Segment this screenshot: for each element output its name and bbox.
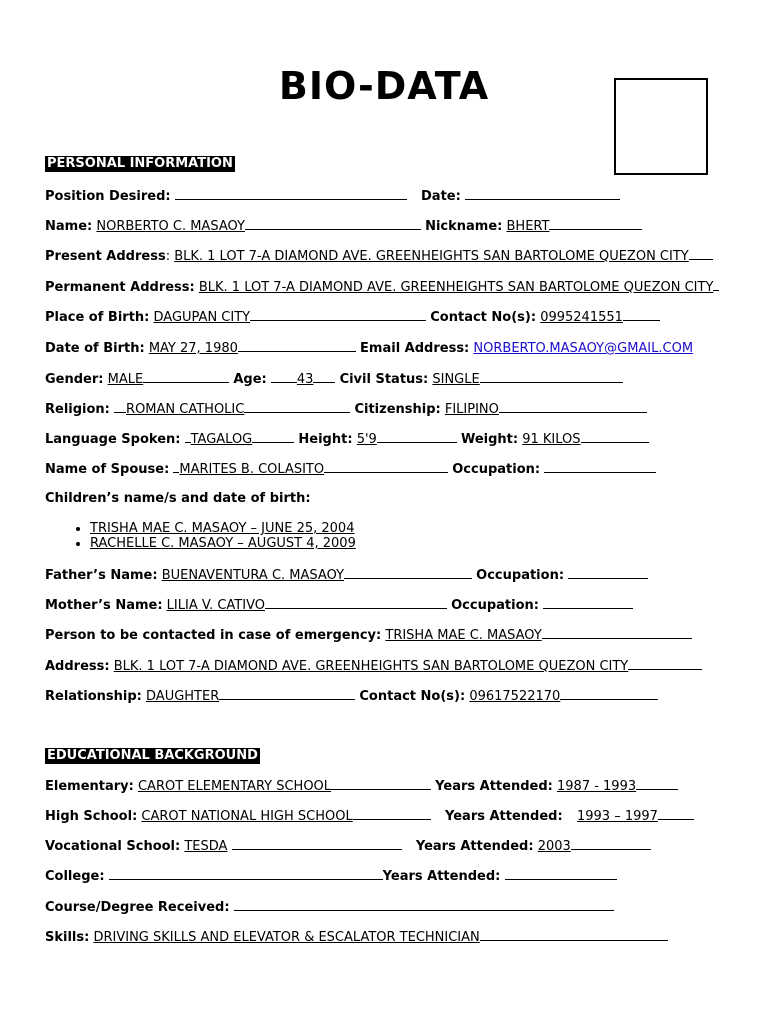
relationship-label: Relationship: xyxy=(45,689,142,704)
row-permanent-address xyxy=(45,278,719,297)
list-item: • TRISHA MAE C. MASAOY – JUNE 25, 2004 xyxy=(90,521,356,536)
emergency-label: Person to be contacted in case of emergency: xyxy=(45,628,382,643)
personal-info-heading: PERSONAL INFORMATION xyxy=(47,156,233,171)
row-skills xyxy=(45,928,668,947)
row-name xyxy=(45,217,642,236)
elementary-years-label: Years Attended: xyxy=(435,779,553,794)
row-children-label xyxy=(45,490,311,508)
mother-label: Mother’s Name: xyxy=(45,598,163,613)
row-emergency xyxy=(45,626,692,645)
row-college xyxy=(45,867,617,886)
row-position xyxy=(45,187,620,206)
nickname-label: Nickname: xyxy=(425,219,503,234)
vocational-value: TESDA xyxy=(184,839,228,854)
vocational-label: Vocational School: xyxy=(45,839,181,854)
nickname-value: BHERT xyxy=(506,219,550,234)
position-label: Position Desired: xyxy=(45,189,171,204)
row-elementary xyxy=(45,777,678,796)
religion-label: Religion: xyxy=(45,402,110,417)
gender-label: Gender: xyxy=(45,372,104,387)
dob-value: MAY 27, 1980 xyxy=(148,341,238,356)
name-label: Name: xyxy=(45,219,93,234)
row-course xyxy=(45,898,614,917)
emergency-contact-value: 09617522170 xyxy=(469,689,561,704)
citizenship-value: FILIPINO xyxy=(444,402,499,417)
highschool-label: High School: xyxy=(45,809,138,824)
weight-label: Weight: xyxy=(460,432,519,447)
height-label: Height: xyxy=(298,432,353,447)
row-dob xyxy=(45,339,693,358)
contact-value: 0995241551 xyxy=(540,310,623,325)
skills-label: Skills: xyxy=(45,930,90,945)
email-link[interactable]: NORBERTO.MASAOY@GMAIL.COM xyxy=(473,341,694,356)
weight-value: 91 KILOS xyxy=(522,432,581,447)
vocational-years-value: 2003 xyxy=(537,839,571,854)
civil-status-value: SINGLE xyxy=(432,372,480,387)
children-label: Children’s name/s and date of birth: xyxy=(45,491,311,506)
contact-label: Contact No(s): xyxy=(430,310,537,325)
relationship-value: DAUGHTER xyxy=(146,689,220,704)
emergency-value: TRISHA MAE C. MASAOY xyxy=(385,628,542,643)
row-present-address: Present Address: BLK. 1 LOT 7-A DIAMOND AVE. GREENHEIGHTS SAN BARTOLOME QUEZON CITY xyxy=(45,247,713,266)
age-value: 43 xyxy=(296,372,314,387)
spouse-value: MARITES B. COLASITO xyxy=(179,462,325,477)
present-address-value: BLK. 1 LOT 7-A DIAMOND AVE. GREENHEIGHTS SAN BARTOLOME QUEZON CITY xyxy=(174,249,689,264)
elementary-label: Elementary: xyxy=(45,779,134,794)
position-blank xyxy=(175,187,407,200)
row-relationship xyxy=(45,687,658,706)
religion-value: ROMAN CATHOLIC xyxy=(126,402,245,417)
skills-value: DRIVING SKILLS AND ELEVATOR & ESCALATOR TECHNICIAN xyxy=(93,930,480,945)
birthplace-label: Place of Birth: xyxy=(45,310,150,325)
row-father xyxy=(45,566,648,585)
emergency-contact-label: Contact No(s): xyxy=(359,689,466,704)
vocational-years-label: Years Attended: xyxy=(415,839,534,854)
email-label: Email Address: xyxy=(360,341,470,356)
highschool-years-value: 1993 – 1997 xyxy=(576,809,658,824)
row-emergency-address xyxy=(45,657,702,676)
name-value: NORBERTO C. MASAOY xyxy=(96,219,245,234)
civil-status-label: Civil Status: xyxy=(339,372,429,387)
father-occupation-label: Occupation: xyxy=(476,568,565,583)
mother-occupation-label: Occupation: xyxy=(451,598,539,613)
row-birthplace xyxy=(45,308,660,327)
present-address-label: Present Address xyxy=(45,249,166,264)
permanent-address-label: Permanent Address: xyxy=(45,280,195,295)
height-value: 5'9 xyxy=(356,432,377,447)
date-label: Date: xyxy=(421,189,461,204)
page-title: BIO-DATA xyxy=(278,64,490,108)
row-religion xyxy=(45,400,647,419)
photo-box xyxy=(614,78,708,175)
language-label: Language Spoken: xyxy=(45,432,181,447)
date-blank xyxy=(465,187,620,200)
row-spouse xyxy=(45,460,656,479)
spouse-label: Name of Spouse: xyxy=(45,462,170,477)
course-label: Course/Degree Received: xyxy=(45,900,230,915)
gender-value: MALE xyxy=(107,372,144,387)
list-item: • RACHELLE C. MASAOY – AUGUST 4, 2009 xyxy=(90,536,356,551)
children-list xyxy=(45,521,356,551)
highschool-years-label: Years Attended: xyxy=(445,809,563,824)
row-language xyxy=(45,430,649,449)
elementary-value: CAROT ELEMENTARY SCHOOL xyxy=(137,779,332,794)
row-highschool xyxy=(45,807,694,826)
row-gender xyxy=(45,370,623,389)
emergency-address-label: Address: xyxy=(45,659,110,674)
college-years-label: Years Attended: xyxy=(382,869,501,884)
permanent-address-value: BLK. 1 LOT 7-A DIAMOND AVE. GREENHEIGHTS SAN BARTOLOME QUEZON CITY xyxy=(198,280,714,295)
elementary-years-value: 1987 - 1993 xyxy=(557,779,637,794)
highschool-value: CAROT NATIONAL HIGH SCHOOL xyxy=(141,809,353,824)
spouse-occupation-label: Occupation: xyxy=(452,462,541,477)
dob-label: Date of Birth: xyxy=(45,341,145,356)
citizenship-label: Citizenship: xyxy=(354,402,441,417)
row-mother xyxy=(45,596,633,615)
college-label: College: xyxy=(45,869,105,884)
row-vocational xyxy=(45,837,651,856)
emergency-address-value: BLK. 1 LOT 7-A DIAMOND AVE. GREENHEIGHTS SAN BARTOLOME QUEZON CITY xyxy=(113,659,629,674)
education-heading: EDUCATIONAL BACKGROUND xyxy=(47,748,258,763)
father-label: Father’s Name: xyxy=(45,568,158,583)
language-value: TAGALOG xyxy=(190,432,253,447)
father-value: BUENAVENTURA C. MASAOY xyxy=(161,568,345,583)
age-label: Age: xyxy=(233,372,267,387)
mother-value: LILIA V. CATIVO xyxy=(166,598,265,613)
birthplace-value: DAGUPAN CITY xyxy=(153,310,251,325)
